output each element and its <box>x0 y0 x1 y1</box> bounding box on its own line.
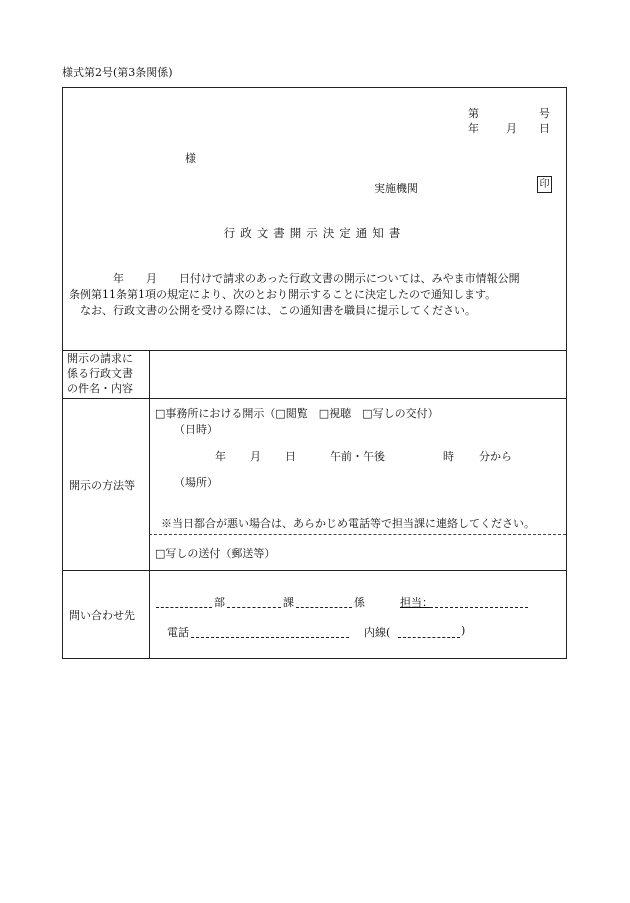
divider <box>63 398 566 399</box>
dt-hour: 時 <box>443 450 454 463</box>
number-label: 第 <box>468 107 479 120</box>
date-month: 月 <box>506 122 517 135</box>
notice-body <box>69 271 564 319</box>
dt-ampm: 午前・午後 <box>330 450 385 463</box>
body-line: 年 月 日付けで請求のあった行政文書の開示については、みやま市情報公開 <box>69 272 520 285</box>
subject-field[interactable] <box>153 354 563 394</box>
contact-note: ※当日都合が悪い場合は、あらかじめ電話等で担当課に連絡してください。 <box>161 517 535 530</box>
datetime-label: （日時） <box>174 423 218 436</box>
mail-option[interactable]: □写しの送付（郵送等） <box>155 547 276 560</box>
extension-blank[interactable] <box>398 626 460 638</box>
addressee-suffix: 様 <box>185 152 196 165</box>
dt-year: 年 <box>215 450 226 463</box>
dt-minute-from: 分から <box>479 450 512 463</box>
body-line: 条例第11条第1項の規定により、次のとおり開示することに決定したので通知します。 <box>69 288 497 301</box>
office-disclosure-option[interactable]: □事務所における開示（□閲覧 □視聴 □写しの交付） <box>155 407 439 420</box>
dt-day: 日 <box>285 450 296 463</box>
person-blank[interactable] <box>430 596 528 608</box>
form-number: 様式第2号(第3条関係) <box>62 66 173 79</box>
contact-label: 問い合わせ先 <box>69 609 135 622</box>
extension-close: ) <box>461 624 466 637</box>
column-divider <box>149 350 150 658</box>
dashed-divider <box>149 534 566 535</box>
notice-form <box>62 87 567 659</box>
place-label: （場所） <box>174 476 218 489</box>
body-line: なお、行政文書の公開を受ける際には、この通知書を職員に提示してください。 <box>69 304 476 317</box>
phone-blank[interactable] <box>191 626 349 638</box>
dt-month: 月 <box>250 450 261 463</box>
date-year: 年 <box>468 122 479 135</box>
document-title: 行政文書開示決定通知書 <box>223 226 406 240</box>
date-day: 日 <box>539 122 550 135</box>
section-blank[interactable] <box>227 596 281 608</box>
dept-label: 部 <box>214 596 225 609</box>
dept-blank[interactable] <box>156 596 212 608</box>
unit-label: 係 <box>354 596 365 609</box>
extension-label: 内線( <box>364 626 391 639</box>
seal-box: 印 <box>537 176 552 193</box>
number-suffix: 号 <box>539 107 550 120</box>
person-label: 担当： <box>400 596 433 609</box>
section-label: 課 <box>283 596 294 609</box>
unit-blank[interactable] <box>296 596 352 608</box>
divider <box>63 570 566 571</box>
phone-label: 電話 <box>167 626 189 639</box>
method-label: 開示の方法等 <box>69 479 135 492</box>
issuer-label: 実施機関 <box>374 182 418 195</box>
subject-label: 開示の請求に 係る行政文書 の件名・内容 <box>67 352 133 395</box>
